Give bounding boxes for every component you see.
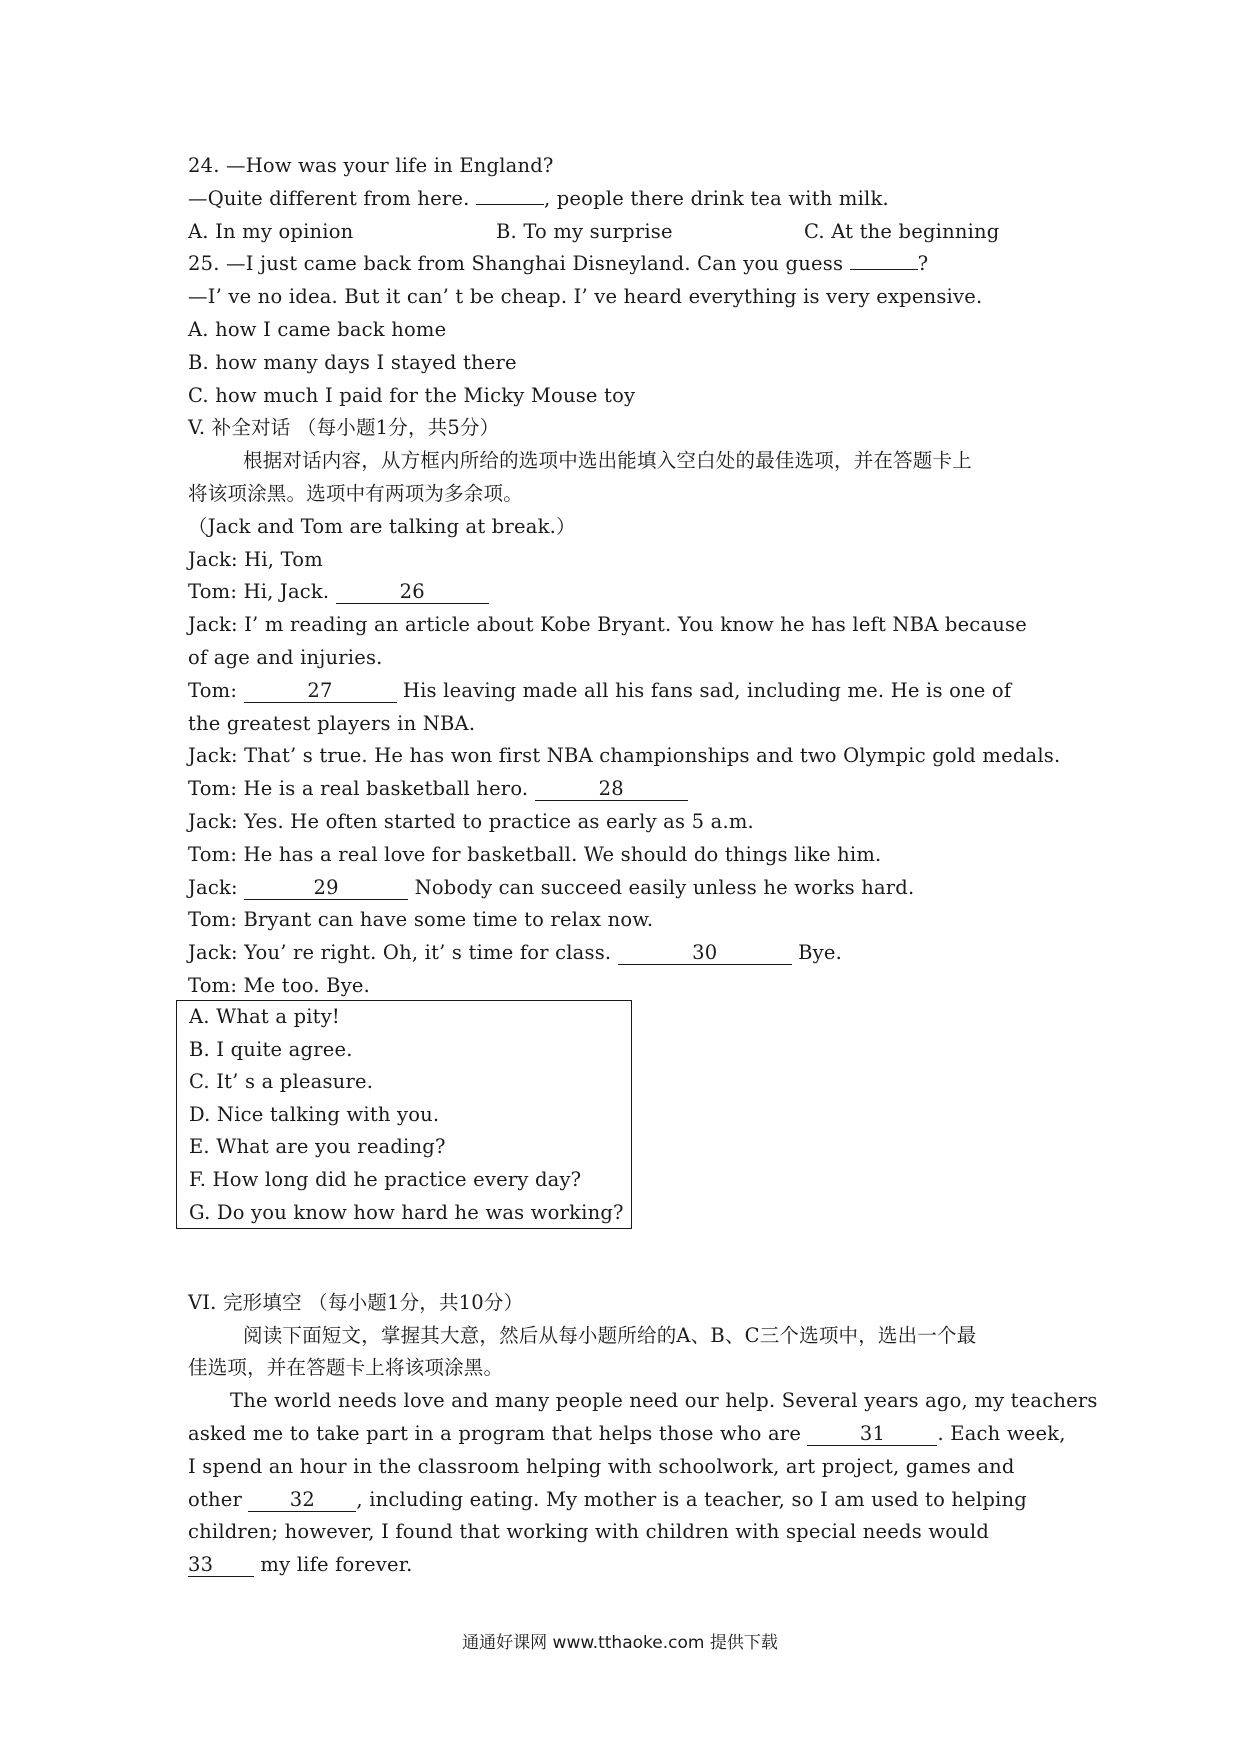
q25-stem: 25. —I just came back from Shanghai Disneyland. Can you guess ? [188, 252, 929, 276]
passage-line: asked me to take part in a program that helps those who are 31 . Each week, [188, 1421, 1066, 1445]
dialogue-context: （Jack and Tom are talking at break.） [188, 514, 576, 538]
dialogue-line: Tom: He has a real love for basketball. We should do things like him. [188, 842, 882, 866]
dialogue-line: Tom: 27 His leaving made all his fans sad, including me. He is one of [188, 678, 1012, 702]
q24-option-b: B. To my surprise [496, 219, 673, 243]
passage-line: children; however, I found that working with children with special needs would [188, 1520, 990, 1544]
answer-blank [850, 269, 918, 270]
blank-29: 29 [244, 877, 408, 900]
q25-option-c: C. how much I paid for the Micky Mouse toy [188, 383, 636, 407]
option-c: C. It’ s a pleasure. [189, 1070, 374, 1094]
blank-31: 31 [807, 1423, 937, 1446]
blank-26: 26 [336, 581, 489, 604]
option-d: D. Nice talking with you. [189, 1102, 440, 1126]
q24-option-c: C. At the beginning [804, 219, 1000, 243]
q25-reply: —I’ ve no idea. But it can’ t be cheap. I’ ve heard everything is very expensive. [188, 285, 983, 309]
passage-line: The world needs love and many people need our help. Several years ago, my teachers [230, 1389, 1098, 1413]
options-box [176, 1000, 632, 1229]
section-6-heading: VI. 完形填空 （每小题1分，共10分） [188, 1290, 524, 1314]
dialogue-line: Tom: He is a real basketball hero. 28 [188, 773, 1060, 806]
option-g: G. Do you know how hard he was working? [189, 1200, 624, 1224]
section-6-instructions: 阅读下面短文，掌握其大意，然后从每小题所给的A、B、C三个选项中，选出一个最 [243, 1323, 977, 1347]
dialogue-line: Jack: You’ re right. Oh, it’ s time for class. 30 Bye. [188, 941, 843, 965]
passage-line: I spend an hour in the classroom helping with schoolwork, art project, games and [188, 1454, 1015, 1478]
section-6-instructions-cont: 佳选项，并在答题卡上将该项涂黑。 [188, 1356, 504, 1380]
q25-option-a: A. how I came back home [188, 317, 447, 341]
q24-reply: —Quite different from here. , people there drink tea with milk. [188, 186, 889, 210]
q24-stem: 24. —How was your life in England? [188, 154, 554, 177]
dialogue-line: the greatest players in NBA. [188, 711, 476, 735]
page-footer: 通通好课网 www.tthaoke.com 提供下载 [462, 1633, 778, 1653]
dialogue-line: Jack: 29 Nobody can succeed easily unless he works hard. [188, 875, 915, 899]
section-5-instructions-cont: 将该项涂黑。选项中有两项为多余项。 [188, 481, 523, 505]
dialogue-line: Tom: Bryant can have some time to relax now. [188, 908, 654, 932]
q24-option-a: A. In my opinion [188, 219, 354, 243]
blank-32: 32 [248, 1489, 356, 1512]
blank-27: 27 [244, 680, 397, 703]
passage-line: other 32 , including eating. My mother is a teacher, so I am used to helping [188, 1487, 1027, 1511]
q25-option-b: B. how many days I stayed there [188, 350, 517, 374]
blank-28: 28 [535, 778, 688, 801]
dialogue-line: of age and injuries. [188, 645, 383, 669]
option-a: A. What a pity! [189, 1005, 340, 1028]
dialogue-line: Tom: Hi, Jack. 26 [188, 576, 1060, 609]
blank-33: 33 [188, 1554, 254, 1577]
exam-page [188, 150, 1098, 1582]
dialogue-line: Jack: Yes. He often started to practice as early as 5 a.m. [188, 809, 754, 833]
dialogue-line: Jack: Hi, Tom [188, 547, 323, 571]
dialogue-line: Tom: Me too. Bye. [188, 973, 371, 997]
q24-options [188, 216, 1060, 249]
section-5-heading: V. 补全对话 （每小题1分，共5分） [188, 416, 500, 440]
passage-line: 33 my life forever. [188, 1553, 413, 1577]
dialogue-line: Jack: I’ m reading an article about Kobe Bryant. You know he has left NBA because [188, 613, 1027, 637]
dialogue-line: Jack: That’ s true. He has won first NBA championships and two Olympic gold medals. [188, 744, 1061, 768]
blank-30: 30 [618, 942, 792, 965]
option-f: F. How long did he practice every day? [189, 1167, 582, 1191]
option-e: E. What are you reading? [189, 1135, 446, 1159]
answer-blank [476, 204, 544, 205]
option-b: B. I quite agree. [189, 1037, 353, 1061]
section-5-instructions: 根据对话内容，从方框内所给的选项中选出能填入空白处的最佳选项，并在答题卡上 [243, 449, 972, 473]
